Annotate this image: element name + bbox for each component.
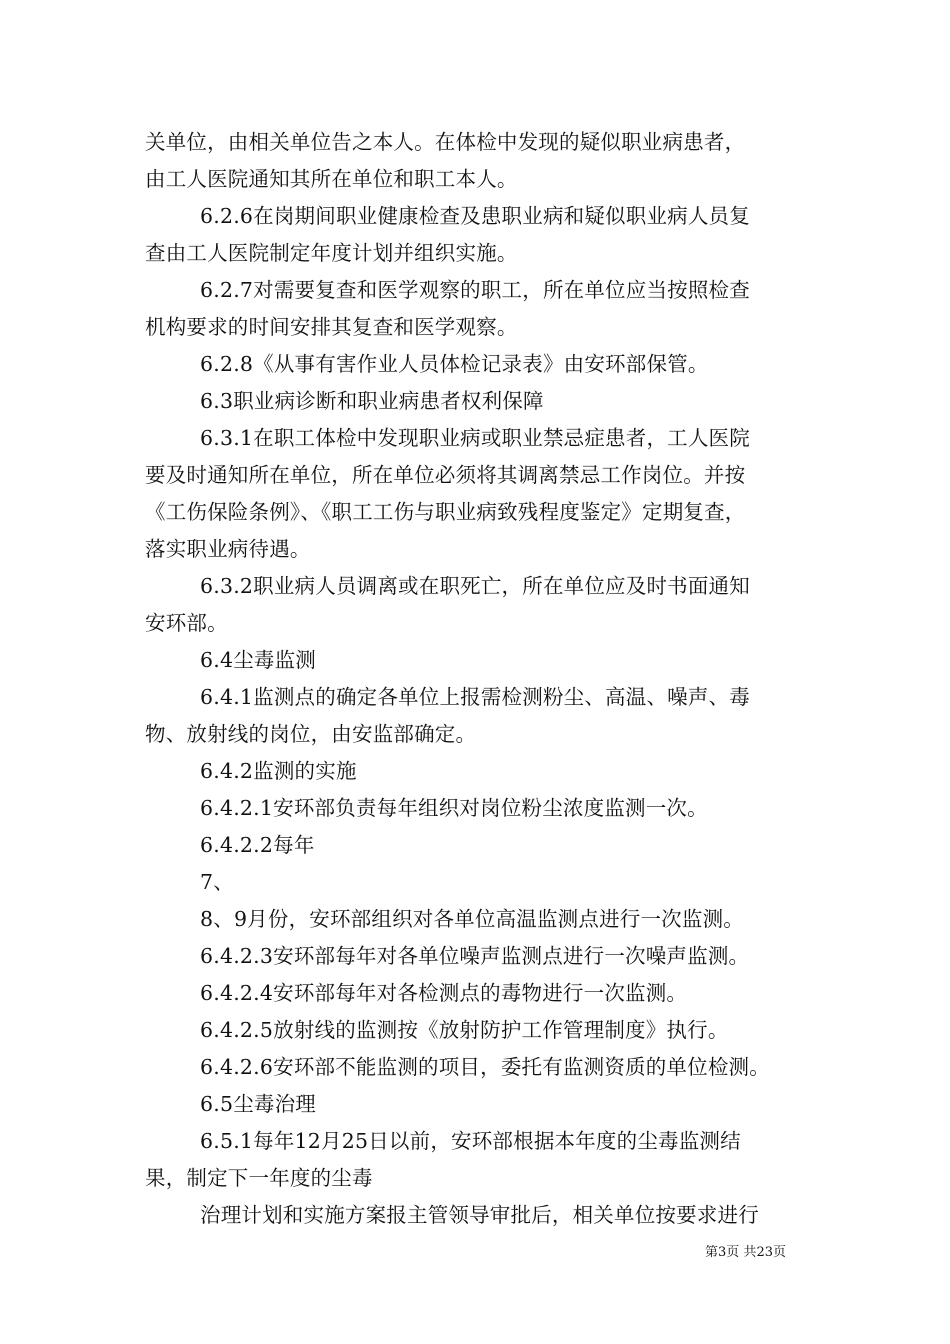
text-line: 6.2.8《从事有害作业人员体检记录表》由安环部保管。 [200, 352, 709, 376]
text-line: 8、9月份，安环部组织对各单位高温监测点进行一次监测。 [200, 907, 744, 931]
text-line: 物、放射线的岗位，由安监部确定。 [145, 722, 477, 746]
text-line: 要及时通知所在单位，所在单位必须将其调离禁忌工作岗位。并按 [145, 463, 746, 487]
text-line: 7、 [200, 870, 234, 894]
text-line: 6.4.1监测点的确定各单位上报需检测粉尘、高温、噪声、毒 [200, 685, 750, 709]
text-line: 查由工人医院制定年度计划并组织实施。 [145, 241, 518, 265]
footer-middle: 页 共 [726, 1245, 757, 1260]
text-line: 6.3.2职业病人员调离或在职死亡，所在单位应及时书面通知 [200, 574, 750, 598]
text-line: 安环部。 [145, 611, 228, 635]
text-line: 6.4.2监测的实施 [200, 759, 357, 783]
text-line: 6.4尘毒监测 [200, 648, 317, 672]
footer-prefix: 第 [705, 1245, 719, 1260]
text-line: 6.2.7对需要复查和医学观察的职工，所在单位应当按照检查 [200, 278, 750, 302]
text-line: 《工伤保险条例》、《职工工伤与职业病致残程度鉴定》定期复查， [145, 500, 746, 524]
text-line: 6.5.1每年12月25日以前，安环部根据本年度的尘毒监测结 [200, 1129, 741, 1153]
text-line: 6.4.2.3安环部每年对各单位噪声监测点进行一次噪声监测。 [200, 944, 750, 968]
text-line: 6.4.2.6安环部不能监测的项目，委托有监测资质的单位检测。 [200, 1055, 770, 1079]
page-footer [705, 1245, 786, 1261]
text-line: 6.4.2.2每年 [200, 833, 315, 857]
text-line: 关单位，由相关单位告之本人。在体检中发现的疑似职业病患者， [145, 130, 746, 154]
footer-current-page: 3 [718, 1245, 727, 1260]
text-line: 治理计划和实施方案报主管领导审批后，相关单位按要求进行 [200, 1203, 759, 1227]
text-line: 6.4.2.1安环部负责每年组织对岗位粉尘浓度监测一次。 [200, 796, 708, 820]
document-body [145, 124, 825, 1234]
text-line: 果，制定下一年度的尘毒 [145, 1166, 373, 1190]
footer-suffix: 页 [772, 1245, 786, 1260]
text-line: 6.2.6在岗期间职业健康检查及患职业病和疑似职业病人员复 [200, 204, 750, 228]
text-line: 6.4.2.4安环部每年对各检测点的毒物进行一次监测。 [200, 981, 688, 1005]
text-line: 6.3.1在职工体检中发现职业病或职业禁忌症患者，工人医院 [200, 426, 750, 450]
text-line: 6.5尘毒治理 [200, 1092, 317, 1116]
footer-total-pages: 23 [756, 1245, 773, 1260]
text-line: 6.4.2.5放射线的监测按《放射防护工作管理制度》执行。 [200, 1018, 729, 1042]
text-line: 6.3职业病诊断和职业病患者权利保障 [200, 389, 544, 413]
text-line: 机构要求的时间安排其复查和医学观察。 [145, 315, 518, 339]
text-line: 由工人医院通知其所在单位和职工本人。 [145, 167, 518, 191]
text-line: 落实职业病待遇。 [145, 537, 311, 561]
